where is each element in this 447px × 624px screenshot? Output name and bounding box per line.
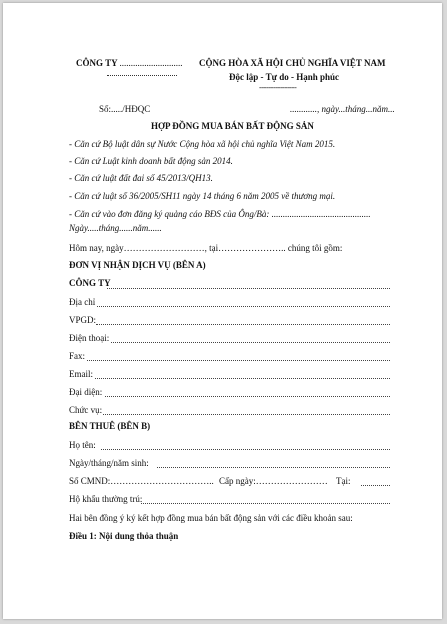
intro-line: Hôm nay, ngày………………………, tại………………….. chúng tôi gồm:: [69, 243, 343, 253]
party-a-field-label: Email:: [69, 369, 93, 379]
document-number: Số:...../HĐQC: [99, 104, 151, 114]
legal-basis: - Căn cứ luật số 36/2005/SH11 ngày 14 tháng 6 năm 2005 về thương mại.: [69, 191, 336, 201]
party-b-household-field[interactable]: [141, 503, 390, 504]
legal-basis: - Căn cứ luật đất đai số 45/2013/QH13.: [69, 173, 213, 183]
party-a-heading: ĐƠN VỊ NHẬN DỊCH VỤ (BÊN A): [69, 260, 206, 270]
nation-motto: Độc lập - Tự do - Hạnh phúc: [229, 72, 340, 82]
legal-basis-date: Ngày.....tháng......năm......: [69, 223, 162, 233]
party-a-field-label: Fax:: [69, 351, 86, 361]
legal-basis: - Căn cứ vào đơn đăng ký quảng cáo BĐS của Ông/Bà: ............................................: [69, 209, 371, 219]
party-b-field-label: Ngày/tháng/năm sinh:: [69, 458, 149, 468]
party-a-position-field[interactable]: [103, 414, 390, 415]
legal-basis: - Căn cứ Bộ luật dân sự Nước Cộng hòa xã hội chủ nghĩa Việt Nam 2015.: [69, 139, 336, 149]
party-b-heading: BÊN THUÊ (BÊN B): [69, 421, 151, 431]
party-a-field-label: Điện thoại:: [69, 333, 110, 343]
company-underline: [107, 75, 177, 76]
party-b-field-label: Hộ khẩu thường trú:: [69, 494, 143, 504]
motto-rule: ----------------: [259, 82, 297, 92]
party-a-company-label: CÔNG TY: [69, 278, 111, 288]
party-b-cmnd-row: [69, 476, 351, 486]
party-b-name-field[interactable]: [101, 449, 390, 450]
cmnd-label: Số CMND:: [69, 476, 111, 486]
legal-basis: - Căn cứ Luật kinh doanh bất động sản 2014.: [69, 156, 233, 166]
party-a-address-field[interactable]: [97, 306, 390, 307]
party-a-phone-field[interactable]: [111, 342, 390, 343]
party-a-field-label: Chức vụ:: [69, 405, 103, 415]
nation-title: CỘNG HÒA XÃ HỘI CHỦ NGHĨA VIỆT NAM: [199, 58, 386, 68]
document-page: [3, 3, 442, 619]
party-a-field-label: VPGD:: [69, 315, 97, 325]
issue-date-field[interactable]: ……………………: [255, 476, 328, 486]
party-a-office-field[interactable]: [96, 324, 390, 325]
party-a-email-field[interactable]: [95, 378, 390, 379]
issue-date-label: Cấp ngày:: [219, 476, 256, 486]
company-header: CÔNG TY ............................: [76, 58, 183, 68]
party-a-field-label: Địa chỉ: [69, 297, 96, 307]
party-a-field-label: Đại diện:: [69, 387, 103, 397]
agreement-line: Hai bên đồng ý ký kết hợp đồng mua bán bất động sản với các điều khoản sau:: [69, 513, 353, 523]
issue-place-label: Tại:: [336, 476, 351, 486]
article-1-heading: Điều 1: Nội dung thỏa thuận: [69, 531, 179, 541]
party-a-company-field[interactable]: [107, 288, 390, 289]
party-b-field-label: Họ tên:: [69, 440, 96, 450]
cmnd-field[interactable]: ……………………………..: [110, 476, 214, 486]
issue-place-field[interactable]: [361, 485, 390, 486]
party-a-representative-field[interactable]: [105, 396, 390, 397]
contract-title: HỢP ĐỒNG MUA BÁN BẤT ĐỘNG SẢN: [151, 121, 314, 131]
party-b-birthdate-field[interactable]: [157, 467, 390, 468]
party-a-fax-field[interactable]: [87, 360, 390, 361]
document-date: ............, ngày...tháng...năm...: [290, 104, 395, 114]
